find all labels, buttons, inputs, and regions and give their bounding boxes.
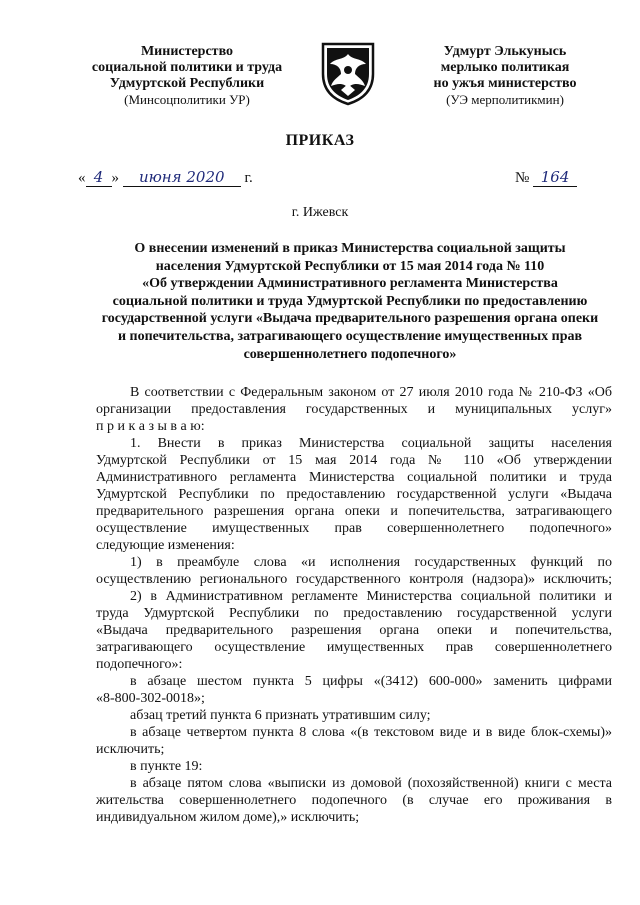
body-line: «8-800-302-0018»; xyxy=(96,691,205,706)
ministry-header-udmurt xyxy=(400,44,610,108)
body-line: в абзаце пятом слова «выписки из домовой (похозяйственной) книги с места xyxy=(130,776,612,791)
body-line: подопечного»: xyxy=(96,657,183,672)
body-line: осуществление имущественных прав совершеннолетнего подопечного» xyxy=(96,521,612,536)
subject-line: и попечительства, затрагивающего осуществление имущественных прав xyxy=(117,328,583,344)
ministry-name-line-2: социальной политики и труда xyxy=(91,60,283,75)
date-suffix: г. xyxy=(244,170,253,186)
body-line: п р и к а з ы в а ю: xyxy=(96,419,205,434)
subject-line: социальной политики и труда Удмуртской Республики по предоставлению xyxy=(112,293,588,309)
body-line: осуществлению регионального государственного контроля (надзора)» исключить; xyxy=(96,572,612,587)
body-line: затрагивающего осуществление имущественных прав совершеннолетнего xyxy=(96,640,612,655)
ministry-udm-line-2: мерлыко политикая xyxy=(440,60,570,75)
subject-line: совершеннолетнего подопечного» xyxy=(243,346,457,362)
body-line: Удмуртской Республики от 15 мая 2014 года № 110 «Об утверждении xyxy=(96,453,612,468)
body-line: абзац третий пункта 6 признать утратившим силу; xyxy=(130,708,431,723)
order-body xyxy=(96,384,612,826)
body-line: Удмуртской Республики по предоставлению государственной услуги «Выдача xyxy=(96,487,612,502)
ministry-udm-line-3: но ужъя министерство xyxy=(433,76,577,91)
document-title: ПРИКАЗ xyxy=(285,132,355,149)
coat-of-arms-icon xyxy=(317,40,379,106)
date-month-year: июня 2020 xyxy=(123,168,241,187)
body-line: 2) в Административном регламенте Министерства социальной политики и xyxy=(130,589,612,604)
body-line: индивидуальном жилом доме),» исключить; xyxy=(96,810,360,825)
body-line: предварительного разрешения органа опеки и попечительства, затрагивающего xyxy=(96,504,612,519)
city: г. Ижевск xyxy=(291,205,349,220)
date-close-quote: » xyxy=(111,170,119,186)
number-value: 164 xyxy=(533,168,577,187)
body-line: Административного регламента Министерства социальной политики и труда xyxy=(96,470,612,485)
ministry-header-russian xyxy=(72,44,302,108)
body-line: 1. Внести в приказ Министерства социальной защиты населения xyxy=(130,436,612,451)
body-line: жительства совершеннолетнего подопечного (в случае его проживания в xyxy=(96,793,612,808)
body-line: «Выдача предварительного разрешения органа опеки и попечительства, xyxy=(96,623,612,638)
body-line: 1) в преамбуле слова «и исполнения государственных функций по xyxy=(130,555,612,570)
subject-line: О внесении изменений в приказ Министерства социальной защиты xyxy=(134,241,566,256)
body-line: следующие изменения: xyxy=(96,538,235,553)
body-line: В соответствии с Федеральным законом от 27 июля 2010 года № 210-ФЗ «Об xyxy=(130,385,612,400)
ministry-name-line-1: Министерство xyxy=(140,44,234,59)
body-line: в абзаце шестом пункта 5 цифры «(3412) 600-000» заменить цифрами xyxy=(130,674,612,689)
ministry-udm-line-1: Удмурт Элькунысь xyxy=(443,44,567,59)
body-line: в пункте 19: xyxy=(130,759,203,774)
subject-line: государственной услуги «Выдача предварительного разрешения органа опеки xyxy=(101,311,599,327)
body-line: в абзаце четвертом пункта 8 слова «(в текстовом виде и в виде блок-схемы)» xyxy=(130,725,612,740)
order-subject xyxy=(92,240,608,363)
date-open-quote: « xyxy=(78,170,86,186)
body-line: исключить; xyxy=(96,742,165,757)
order-date xyxy=(78,168,253,187)
body-line: труда Удмуртской Республики по предоставлению государственной услуги xyxy=(96,606,612,621)
order-number xyxy=(515,168,577,187)
subject-line: «Об утверждении Административного регламента Министерства xyxy=(142,276,558,292)
date-day: 4 xyxy=(86,168,112,187)
ministry-udm-short-name: (УЭ мерполитикмин) xyxy=(446,92,564,107)
ministry-short-name: (Минсоцполитики УР) xyxy=(124,92,250,107)
number-label: № xyxy=(515,170,530,186)
body-line: организации предоставления государственных и муниципальных услуг» xyxy=(96,402,612,417)
subject-line: населения Удмуртской Республики от 15 мая 2014 года № 110 xyxy=(155,258,545,274)
ministry-name-line-3: Удмуртской Республики xyxy=(109,76,265,91)
